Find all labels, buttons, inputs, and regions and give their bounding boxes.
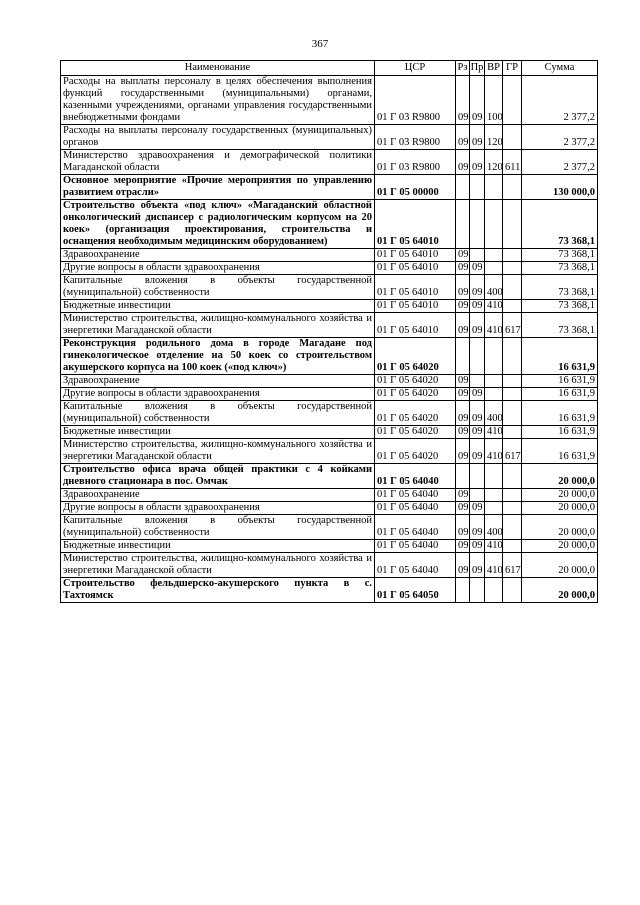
cell-pr: 09 [470, 262, 485, 275]
cell-vr: 410 [485, 439, 503, 464]
table-row [61, 262, 598, 275]
cell-sum: 20 000,0 [522, 489, 598, 502]
column-header-rz: Рз [456, 61, 470, 76]
column-header-csr: ЦСР [375, 61, 456, 76]
table-row [61, 76, 598, 125]
cell-pr [470, 338, 485, 375]
table-header-row [61, 61, 598, 76]
cell-vr [485, 489, 503, 502]
cell-name: Министерство строительства, жилищно-коммунального хозяйства и энергетики Магаданской области [61, 439, 375, 464]
cell-sum: 20 000,0 [522, 578, 598, 603]
cell-pr: 09 [470, 540, 485, 553]
cell-name: Бюджетные инвестиции [61, 426, 375, 439]
cell-gr [503, 401, 522, 426]
cell-pr: 09 [470, 502, 485, 515]
cell-rz [456, 578, 470, 603]
cell-gr: 617 [503, 439, 522, 464]
table-row-section [61, 338, 598, 375]
cell-code: 01 Г 05 64010 [375, 200, 456, 249]
cell-name: Реконструкция родильного дома в городе Магадане под гинекологическое отделение на 50 коек со строительством акушерского корпуса на 100 коек («под ключ») [61, 338, 375, 375]
cell-sum: 2 377,2 [522, 125, 598, 150]
table-row [61, 313, 598, 338]
cell-name: Капитальные вложения в объекты государственной (муниципальной) собственности [61, 515, 375, 540]
cell-rz: 09 [456, 300, 470, 313]
cell-vr: 120 [485, 125, 503, 150]
cell-rz: 09 [456, 489, 470, 502]
table-row [61, 249, 598, 262]
cell-name: Министерство строительства, жилищно-коммунального хозяйства и энергетики Магаданской области [61, 313, 375, 338]
table-row [61, 439, 598, 464]
page-number: 367 [311, 38, 329, 50]
cell-rz: 09 [456, 76, 470, 125]
cell-vr: 400 [485, 401, 503, 426]
cell-code: 01 Г 05 64020 [375, 338, 456, 375]
cell-rz [456, 175, 470, 200]
cell-vr: 400 [485, 515, 503, 540]
cell-code: 01 Г 05 64020 [375, 375, 456, 388]
cell-name: Здравоохранение [61, 375, 375, 388]
table-row [61, 540, 598, 553]
cell-code: 01 Г 05 64010 [375, 313, 456, 338]
cell-rz [456, 338, 470, 375]
cell-gr: 617 [503, 313, 522, 338]
cell-rz: 09 [456, 262, 470, 275]
cell-code: 01 Г 05 64050 [375, 578, 456, 603]
cell-vr [485, 262, 503, 275]
cell-sum: 73 368,1 [522, 313, 598, 338]
table-row [61, 150, 598, 175]
cell-name: Здравоохранение [61, 489, 375, 502]
table-row [61, 125, 598, 150]
cell-vr: 120 [485, 150, 503, 175]
cell-name: Основное мероприятие «Прочие мероприятия по управлению развитием отрасли» [61, 175, 375, 200]
cell-name: Капитальные вложения в объекты государственной (муниципальной) собственности [61, 401, 375, 426]
cell-sum: 16 631,9 [522, 401, 598, 426]
cell-name: Здравоохранение [61, 249, 375, 262]
table-row [61, 515, 598, 540]
table-body [61, 76, 598, 603]
cell-vr: 410 [485, 313, 503, 338]
cell-gr [503, 262, 522, 275]
cell-sum: 20 000,0 [522, 540, 598, 553]
cell-sum: 73 368,1 [522, 300, 598, 313]
cell-pr [470, 578, 485, 603]
table-row [61, 401, 598, 426]
cell-name: Бюджетные инвестиции [61, 540, 375, 553]
cell-pr [470, 464, 485, 489]
cell-name: Другие вопросы в области здравоохранения [61, 388, 375, 401]
column-header-name: Наименование [61, 61, 375, 76]
cell-sum: 73 368,1 [522, 200, 598, 249]
cell-vr [485, 338, 503, 375]
cell-code: 01 Г 05 64010 [375, 300, 456, 313]
cell-code: 01 Г 05 64040 [375, 515, 456, 540]
cell-code: 01 Г 05 64040 [375, 540, 456, 553]
cell-code: 01 Г 05 00000 [375, 175, 456, 200]
cell-rz: 09 [456, 540, 470, 553]
cell-rz: 09 [456, 125, 470, 150]
cell-vr [485, 578, 503, 603]
cell-rz: 09 [456, 439, 470, 464]
cell-rz: 09 [456, 150, 470, 175]
cell-rz: 09 [456, 426, 470, 439]
cell-pr: 09 [470, 515, 485, 540]
cell-name: Строительство фельдшерско-акушерского пункта в с. Тахтоямск [61, 578, 375, 603]
cell-rz: 09 [456, 375, 470, 388]
cell-gr [503, 464, 522, 489]
cell-gr [503, 578, 522, 603]
cell-sum: 73 368,1 [522, 249, 598, 262]
cell-vr: 100 [485, 76, 503, 125]
cell-rz: 09 [456, 515, 470, 540]
cell-rz: 09 [456, 401, 470, 426]
cell-rz [456, 200, 470, 249]
cell-vr: 410 [485, 300, 503, 313]
cell-gr: 611 [503, 150, 522, 175]
cell-pr [470, 200, 485, 249]
cell-vr [485, 249, 503, 262]
cell-sum: 73 368,1 [522, 262, 598, 275]
cell-vr [485, 175, 503, 200]
table-row-section [61, 578, 598, 603]
cell-vr [485, 502, 503, 515]
cell-gr [503, 489, 522, 502]
cell-vr: 410 [485, 553, 503, 578]
cell-rz: 09 [456, 502, 470, 515]
cell-pr: 09 [470, 313, 485, 338]
cell-code: 01 Г 05 64010 [375, 275, 456, 300]
cell-rz: 09 [456, 553, 470, 578]
cell-code: 01 Г 05 64010 [375, 262, 456, 275]
cell-pr [470, 175, 485, 200]
cell-pr [470, 489, 485, 502]
cell-sum: 20 000,0 [522, 553, 598, 578]
table-row [61, 426, 598, 439]
table-row [61, 275, 598, 300]
cell-sum: 20 000,0 [522, 502, 598, 515]
table-row-section [61, 200, 598, 249]
cell-pr: 09 [470, 553, 485, 578]
cell-sum: 2 377,2 [522, 76, 598, 125]
cell-code: 01 Г 03 R9800 [375, 125, 456, 150]
cell-pr: 09 [470, 439, 485, 464]
cell-pr: 09 [470, 300, 485, 313]
cell-name: Расходы на выплаты персоналу государственных (муниципальных) органов [61, 125, 375, 150]
cell-pr: 09 [470, 275, 485, 300]
cell-gr [503, 125, 522, 150]
column-header-sum: Сумма [522, 61, 598, 76]
cell-code: 01 Г 05 64020 [375, 426, 456, 439]
cell-name: Бюджетные инвестиции [61, 300, 375, 313]
cell-code: 01 Г 05 64040 [375, 489, 456, 502]
cell-sum: 20 000,0 [522, 464, 598, 489]
cell-code: 01 Г 03 R9800 [375, 150, 456, 175]
cell-code: 01 Г 05 64040 [375, 464, 456, 489]
cell-code: 01 Г 05 64020 [375, 439, 456, 464]
cell-rz: 09 [456, 249, 470, 262]
cell-pr: 09 [470, 125, 485, 150]
cell-sum: 73 368,1 [522, 275, 598, 300]
cell-gr [503, 426, 522, 439]
cell-vr: 410 [485, 426, 503, 439]
cell-pr [470, 249, 485, 262]
cell-pr: 09 [470, 76, 485, 125]
cell-code: 01 Г 05 64020 [375, 388, 456, 401]
cell-rz: 09 [456, 313, 470, 338]
table-row-section [61, 464, 598, 489]
cell-pr: 09 [470, 388, 485, 401]
cell-gr [503, 300, 522, 313]
cell-gr [503, 515, 522, 540]
cell-name: Строительство объекта «под ключ» «Магаданский областной онкологический диспансер с радиологическим корпусом на 20 коек» (организация проектирования, строительства и оснащения необходимым медицинским оборудованием) [61, 200, 375, 249]
cell-vr: 400 [485, 275, 503, 300]
cell-code: 01 Г 05 64010 [375, 249, 456, 262]
table-row [61, 375, 598, 388]
cell-code: 01 Г 03 R9800 [375, 76, 456, 125]
cell-name: Расходы на выплаты персоналу в целях обеспечения выполнения функций государственными (муниципальными) органами, казенными учреждениями, органами управления государственными внебюджетными фондами [61, 76, 375, 125]
cell-gr [503, 76, 522, 125]
cell-gr [503, 540, 522, 553]
cell-sum: 130 000,0 [522, 175, 598, 200]
cell-pr: 09 [470, 150, 485, 175]
table-row-section [61, 175, 598, 200]
cell-sum: 2 377,2 [522, 150, 598, 175]
cell-gr [503, 502, 522, 515]
cell-name: Министерство здравоохранения и демографической политики Магаданской области [61, 150, 375, 175]
cell-code: 01 Г 05 64040 [375, 502, 456, 515]
table-row [61, 553, 598, 578]
cell-gr [503, 200, 522, 249]
cell-code: 01 Г 05 64020 [375, 401, 456, 426]
cell-name: Другие вопросы в области здравоохранения [61, 502, 375, 515]
budget-table [60, 60, 598, 603]
cell-gr [503, 388, 522, 401]
cell-pr [470, 375, 485, 388]
cell-vr [485, 464, 503, 489]
column-header-vr: ВР [485, 61, 503, 76]
cell-name: Строительство офиса врача общей практики с 4 койками дневного стационара в пос. Омчак [61, 464, 375, 489]
table-row [61, 489, 598, 502]
cell-sum: 16 631,9 [522, 426, 598, 439]
cell-name: Министерство строительства, жилищно-коммунального хозяйства и энергетики Магаданской области [61, 553, 375, 578]
cell-code: 01 Г 05 64040 [375, 553, 456, 578]
cell-pr: 09 [470, 401, 485, 426]
cell-gr [503, 275, 522, 300]
cell-vr [485, 200, 503, 249]
cell-name: Другие вопросы в области здравоохранения [61, 262, 375, 275]
cell-rz [456, 464, 470, 489]
cell-gr [503, 175, 522, 200]
cell-vr: 410 [485, 540, 503, 553]
cell-sum: 16 631,9 [522, 375, 598, 388]
cell-gr [503, 375, 522, 388]
cell-name: Капитальные вложения в объекты государственной (муниципальной) собственности [61, 275, 375, 300]
table-row [61, 502, 598, 515]
cell-sum: 16 631,9 [522, 388, 598, 401]
cell-sum: 16 631,9 [522, 338, 598, 375]
cell-pr: 09 [470, 426, 485, 439]
cell-vr [485, 388, 503, 401]
column-header-gr: ГР [503, 61, 522, 76]
cell-sum: 16 631,9 [522, 439, 598, 464]
cell-rz: 09 [456, 275, 470, 300]
cell-gr [503, 338, 522, 375]
table-row [61, 388, 598, 401]
cell-rz: 09 [456, 388, 470, 401]
cell-sum: 20 000,0 [522, 515, 598, 540]
cell-gr: 617 [503, 553, 522, 578]
cell-vr [485, 375, 503, 388]
cell-gr [503, 249, 522, 262]
table-row [61, 300, 598, 313]
column-header-pr: Пр [470, 61, 485, 76]
